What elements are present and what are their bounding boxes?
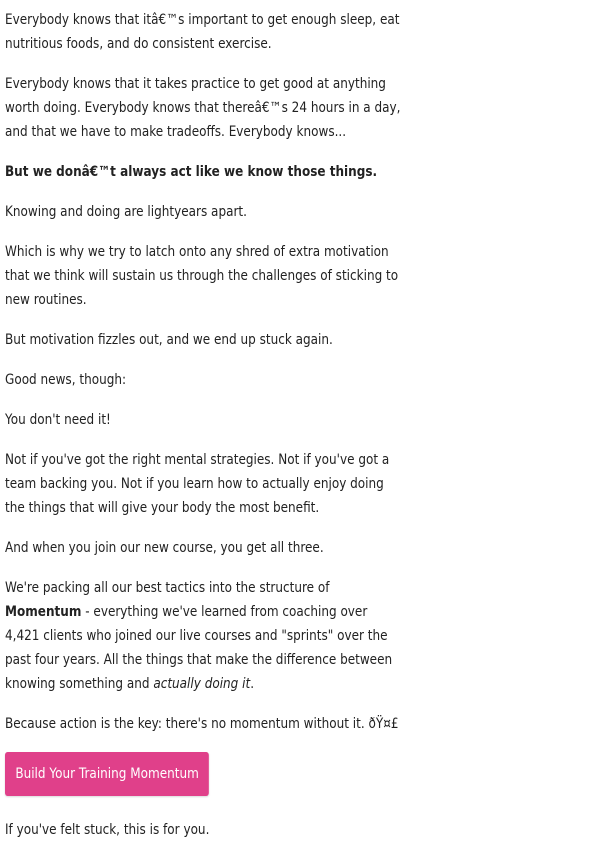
- momentum-end: .: [250, 676, 255, 692]
- paragraph-fizzles: But motivation fizzles out, and we end up stuck again.: [5, 332, 333, 348]
- paragraph-action: Because action is the key: there's no momentum without it. ðŸ¤£: [5, 716, 399, 732]
- paragraph-motivation: Which is why we try to latch onto any shred of extra motivation that we think will sustain us through the challenges of sticking to new routines.: [5, 244, 399, 308]
- cta-container: [5, 752, 405, 796]
- paragraph-practice: Everybody knows that it takes practice to get good at anything worth doing. Everybody knows that thereâ€™s 24 hours in a day, and that we have to make tradeoffs. Everybody knows...: [5, 76, 401, 140]
- momentum-intro: We're packing all our best tactics into the structure of: [5, 580, 330, 596]
- momentum-name: Momentum: [5, 604, 82, 620]
- paragraph-all-three: And when you join our new course, you get all three.: [5, 540, 324, 556]
- emphasis-text: But we donâ€™t always act like we know those things.: [5, 164, 378, 180]
- paragraph-strategies: Not if you've got the right mental strategies. Not if you've got a team backing you. Not if you learn how to actually enjoy doing the things that will give your body the most benefit.: [5, 452, 390, 516]
- paragraph-knowing-doing: Knowing and doing are lightyears apart.: [5, 204, 247, 220]
- momentum-body: - everything we've learned from coaching over 4,421 clients who joined our live courses and "sprints" over the past four years. All the things that make the difference between knowing something and: [5, 604, 393, 692]
- email-body: [5, 8, 405, 858]
- build-momentum-button[interactable]: Build Your Training Momentum: [5, 752, 209, 796]
- momentum-italic: actually doing it: [153, 676, 251, 692]
- paragraph-good-news: Good news, though:: [5, 372, 127, 388]
- paragraph-stuck: If you've felt stuck, this is for you.: [5, 822, 210, 838]
- paragraph-sleep: Everybody knows that itâ€™s important to get enough sleep, eat nutritious foods, and do consistent exercise.: [5, 12, 400, 52]
- paragraph-emphasis: [5, 160, 405, 184]
- paragraph-momentum: [5, 576, 405, 696]
- paragraph-dont-need: You don't need it!: [5, 412, 111, 428]
